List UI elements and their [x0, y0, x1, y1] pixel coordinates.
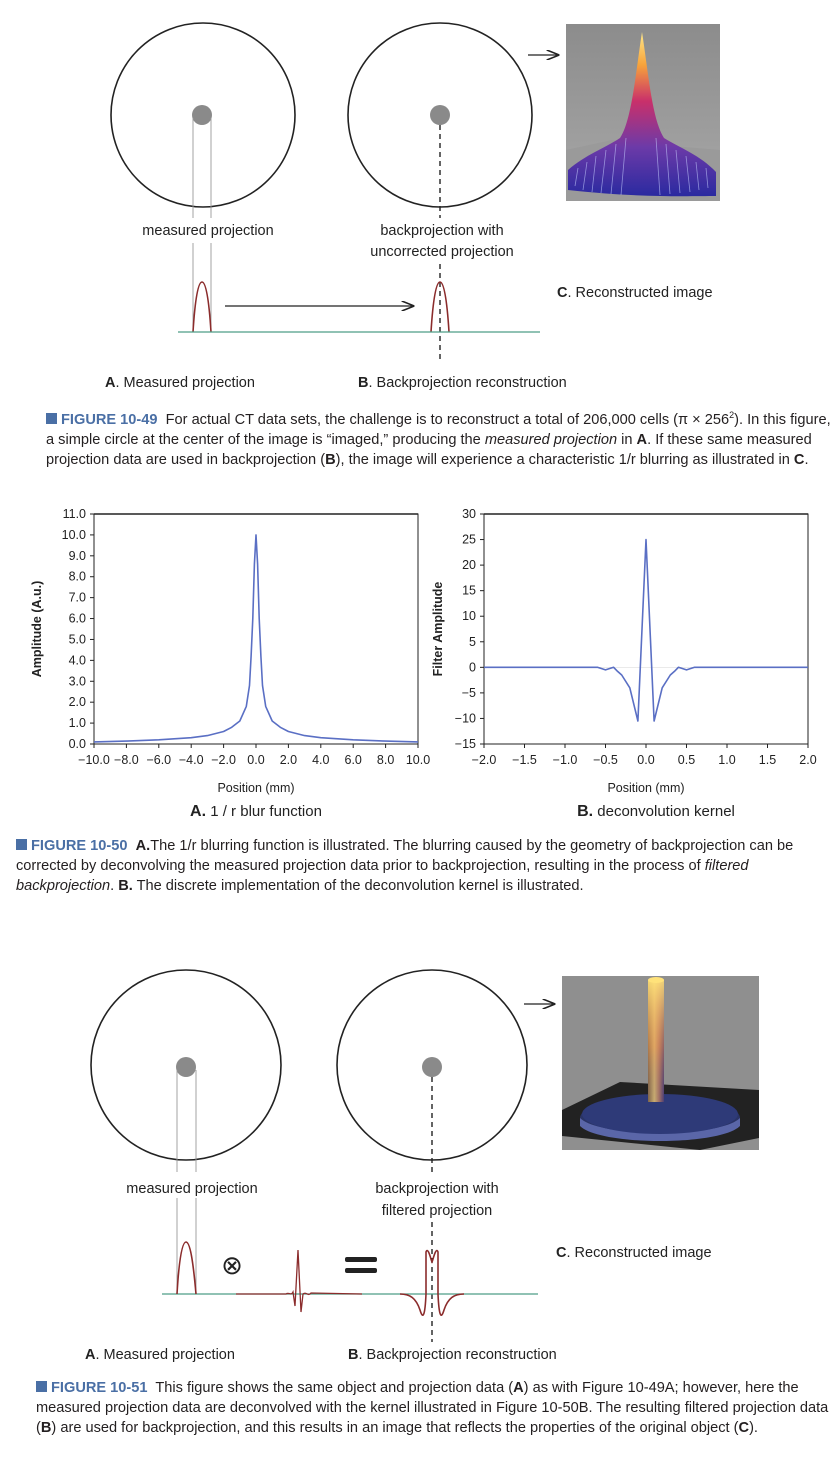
x-tick-label: 2.0 [799, 753, 817, 767]
figure-10-50-svg [0, 500, 840, 830]
y-tick-label: 0.0 [68, 737, 86, 751]
y-tick-label: −5 [461, 685, 476, 700]
series-line-b [484, 540, 808, 721]
panel-letter: B. [577, 803, 594, 820]
figure-10-49-svg [0, 0, 840, 400]
panel-a-label: A. Measured projection [105, 375, 255, 391]
panel-b-title [577, 803, 735, 820]
figure-label: FIGURE 10-49 [61, 411, 158, 428]
y-tick-label: 1.0 [68, 716, 86, 731]
panel-c-label: C. Reconstructed image [556, 1245, 712, 1261]
reconstructed-image-blurred [566, 24, 720, 201]
projection-profile-a [193, 282, 211, 332]
x-tick-label: 0.0 [637, 753, 655, 767]
x-tick-label: −4.0 [178, 753, 204, 767]
y-tick-label: 8.0 [68, 569, 86, 584]
x-tick-label: 1.5 [758, 753, 777, 767]
caption-square-icon [46, 413, 57, 424]
figure-10-51-diagram [0, 960, 840, 1370]
figure-10-49-diagram [0, 0, 840, 400]
caption-figure-10-50: FIGURE 10-50 A.The 1/r blurring function is illustrated. The blurring caused by the geometry of backprojection can be corrected by deconvolving the measured projection data prior to backprojection, resulting in the process of filtered backprojection. B. The discrete implementation of the deconvolution kernel is illustrated. [16, 838, 794, 894]
y-tick-label: −10 [454, 711, 476, 726]
figure-label: FIGURE 10-50 [31, 838, 128, 854]
y-tick-label: 5.0 [68, 632, 86, 647]
y-tick-label: 25 [462, 532, 476, 547]
kernel-profile [236, 1250, 362, 1312]
figure-10-51-svg [0, 960, 840, 1370]
x-tick-label: −2.0 [471, 753, 497, 767]
label-backprojection-1: backprojection with [380, 223, 504, 239]
figure-10-50-charts [0, 500, 840, 830]
y-tick-label: −15 [454, 737, 476, 751]
x-tick-label: 4.0 [312, 753, 330, 767]
panel-letter: A. [190, 803, 207, 820]
x-tick-label: −1.5 [512, 753, 537, 767]
y-tick-label: 20 [462, 558, 476, 573]
y-tick-label: 3.0 [68, 674, 86, 689]
x-tick-label: −8.0 [114, 753, 139, 767]
panel-a-label: A. Measured projection [85, 1347, 235, 1363]
x-tick-label: 8.0 [376, 753, 395, 767]
x-axis-label: Position (mm) [607, 781, 685, 795]
y-tick-label: 30 [462, 507, 476, 521]
series-line-a [94, 535, 418, 742]
x-tick-label: −2.0 [211, 753, 236, 767]
convolve-operator-icon: ⊗ [221, 1250, 243, 1280]
x-tick-label: 0.0 [247, 753, 265, 767]
x-axis-label: Position (mm) [217, 781, 295, 795]
label-backprojection-2: uncorrected projection [370, 244, 514, 260]
y-tick-label: 15 [462, 583, 476, 598]
panel-c-label: C. Reconstructed image [557, 285, 713, 301]
y-tick-label: 6.0 [68, 611, 86, 626]
caption-figure-10-51: FIGURE 10-51 This figure shows the same object and projection data (A) as with Figure 10-49A; however, here the measured projection data are deconvolved with the kernel illustrated in Figure 10-50B. The resulting filtered projection data (B) are used for backprojection, and this results in an image that reflects the properties of the original object (C). [36, 1380, 829, 1436]
x-tick-label: 2.0 [279, 753, 298, 767]
y-tick-label: 0 [469, 660, 476, 675]
caption-square-icon [16, 839, 27, 850]
panel-b-label: B. Backprojection reconstruction [348, 1347, 557, 1363]
x-tick-label: 6.0 [344, 753, 362, 767]
label-measured-projection: measured projection [142, 223, 274, 239]
y-tick-label: 11.0 [62, 507, 86, 521]
y-axis-label: Filter Amplitude [431, 581, 445, 677]
x-tick-label: 10.0 [405, 753, 431, 767]
x-tick-label: −1.0 [552, 753, 578, 767]
figure-label: FIGURE 10-51 [51, 1380, 148, 1396]
y-tick-label: 9.0 [68, 548, 86, 563]
y-tick-label: 5 [469, 634, 476, 649]
x-tick-label: −6.0 [146, 753, 172, 767]
panel-a-title [190, 803, 322, 820]
y-tick-label: 7.0 [68, 590, 86, 605]
x-tick-label: 1.0 [718, 753, 736, 767]
y-tick-label: 10 [462, 609, 476, 624]
panel-text: 1 / r blur function [206, 803, 322, 820]
caption-figure-10-49: FIGURE 10-49 For actual CT data sets, the challenge is to reconstruct a total of 206,000 cells $(\pi \times 256^2)$. In this figure, a simple circle at the center of the image is “imaged,” producing the measured projection in A. If these same measured projection data are used in backprojection (B), the image will experience a characteristic 1/r blurring as illustrated in C. [46, 410, 831, 468]
label-backprojection-1: backprojection with [375, 1181, 499, 1197]
x-tick-label: −0.5 [593, 753, 618, 767]
object-dot-a [192, 105, 212, 125]
y-tick-label: 2.0 [68, 695, 86, 710]
label-measured-projection: measured projection [126, 1181, 258, 1197]
object-dot-b [422, 1057, 442, 1077]
projection-profile-a [177, 1242, 196, 1294]
x-tick-label: 0.5 [677, 753, 696, 767]
y-tick-label: 4.0 [68, 653, 86, 668]
y-tick-label: 10.0 [61, 527, 86, 542]
reconstructed-image-sharp [562, 976, 759, 1150]
y-axis-label: Amplitude (A.u.) [30, 580, 44, 678]
panel-text: deconvolution kernel [593, 803, 735, 820]
panel-b-label: B. Backprojection reconstruction [358, 375, 567, 391]
object-dot-a [176, 1057, 196, 1077]
x-tick-label: −10.0 [78, 753, 110, 767]
caption-square-icon [36, 1381, 47, 1392]
object-dot-b [430, 105, 450, 125]
projection-profile-b [431, 282, 449, 332]
label-backprojection-2: filtered projection [381, 1203, 493, 1219]
